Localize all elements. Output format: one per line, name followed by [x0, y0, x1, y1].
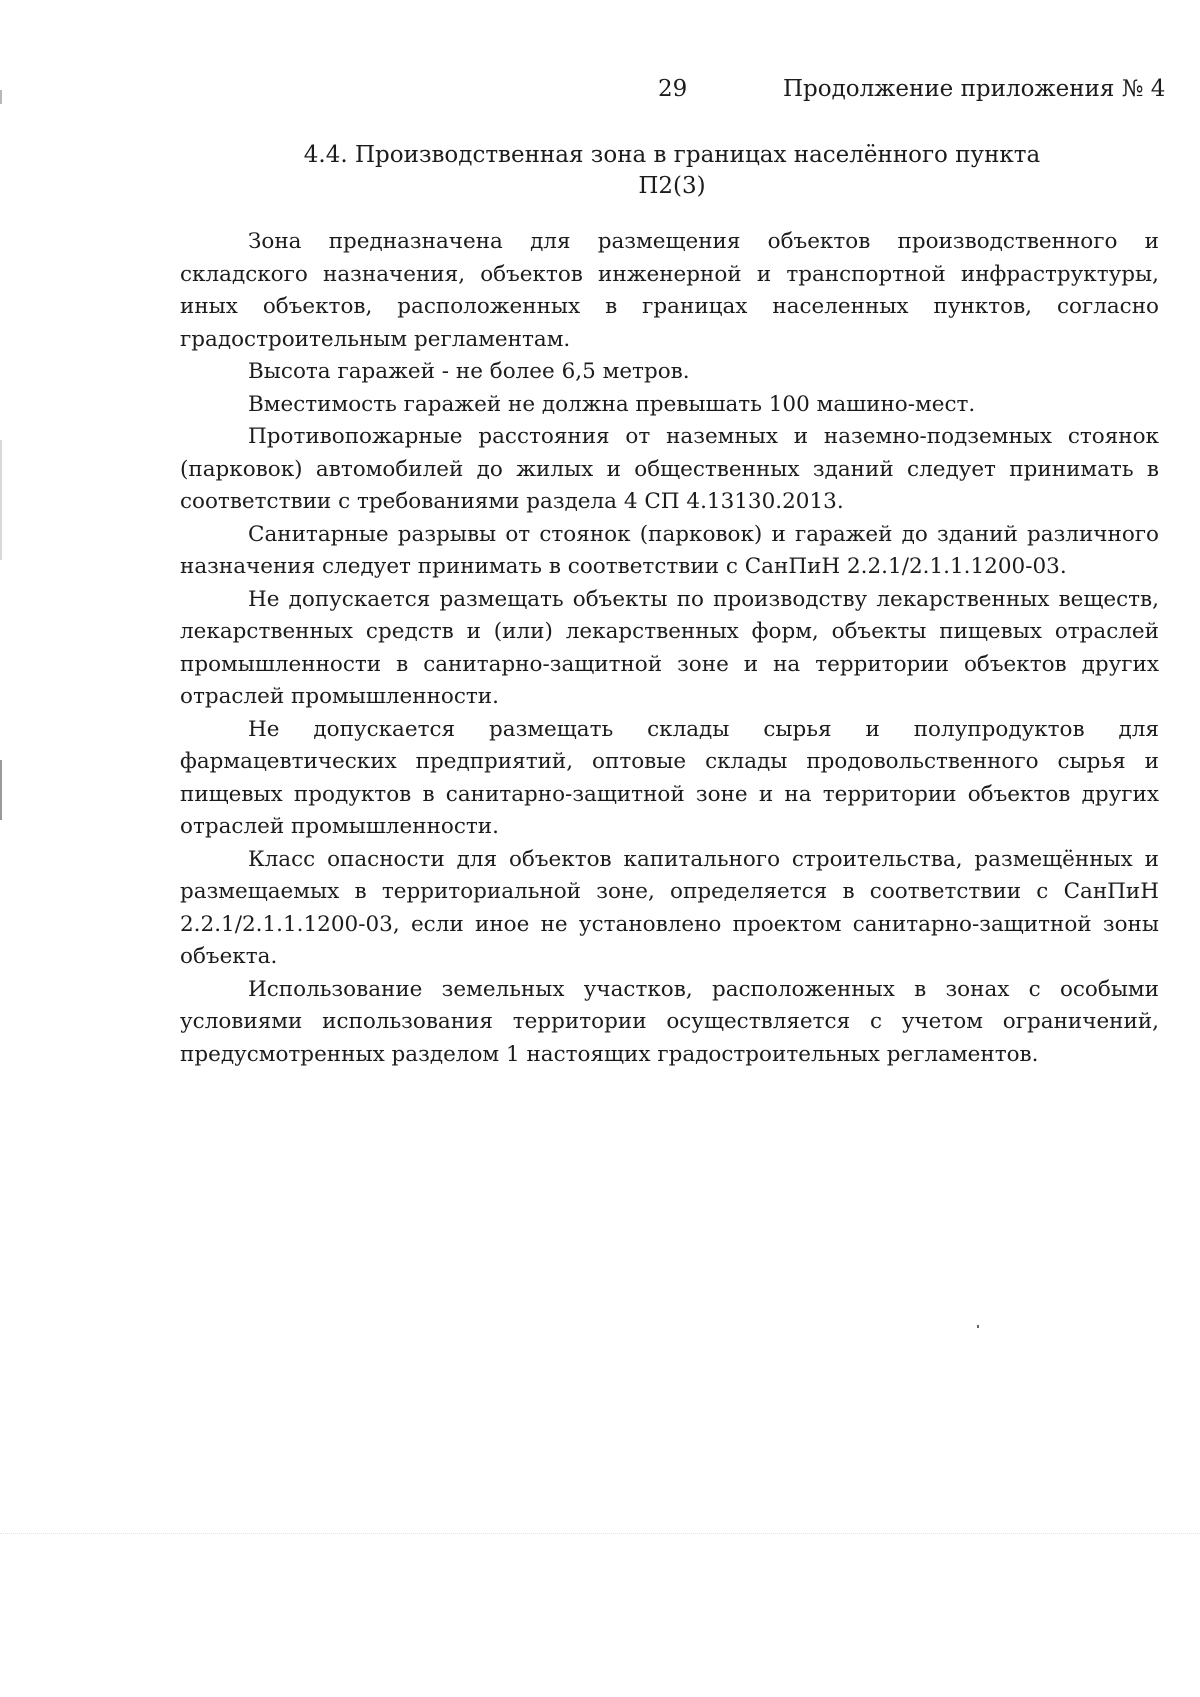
scan-edge-mark: [0, 760, 2, 820]
paragraph-pharma-restriction: Не допускается размещать объекты по производству лекарственных веществ, лекарственных средств и (или) лекарственных форм, объекты пищевых отраслей промышленности в санитарно-защитной зоне и на территории объектов других отраслей промышленности.: [180, 586, 1159, 709]
scan-edge-mark: [0, 90, 2, 104]
section-title: 4.4. Производственная зона в границах населённого пункта: [303, 142, 1041, 168]
appendix-continuation-label: Продолжение приложения № 4: [783, 76, 1166, 102]
section-heading: [180, 140, 1164, 202]
body-text: [180, 226, 1159, 1071]
paragraph-zone-purpose: Зона предназначена для размещения объектов производственного и складского назначения, объектов инженерной и транспортной инфраструктуры, иных объектов, расположенных в границах населенных пунктов, согласно градостроительным регламентам.: [180, 229, 1159, 352]
scan-speck: [977, 1325, 979, 1328]
zone-code: П2(3): [638, 173, 706, 199]
paragraph-hazard-class: Класс опасности для объектов капитального строительства, размещённых и размещаемых в территориальной зоне, определяется в соответствии с СанПиН 2.2.1/2.1.1.1200-03, если иное не установлено проектом санитарно-защитной зоны объекта.: [180, 846, 1159, 969]
paragraph-garage-height: Высота гаражей - не более 6,5 метров.: [248, 359, 690, 384]
paragraph-fire-distances: Противопожарные расстояния от наземных и наземно-подземных стоянок (парковок) автомобилей до жилых и общественных зданий следует принимать в соответствии с требованиями раздела 4 СП 4.13130.2013.: [180, 424, 1159, 514]
paragraph-warehouse-restriction: Не допускается размещать склады сырья и полупродуктов для фармацевтических предприятий, оптовые склады продовольственного сырья и пищевых продуктов в санитарно-защитной зоне и на территории объектов других отраслей промышленности.: [180, 716, 1159, 839]
scan-artifact-line: [0, 1533, 1200, 1534]
paragraph-garage-capacity: Вместимость гаражей не должна превышать 100 машино-мест.: [248, 391, 976, 417]
page-number: 29: [658, 76, 688, 102]
scan-edge-mark: [0, 440, 2, 560]
paragraph-land-use: Использование земельных участков, расположенных в зонах с особыми условиями использования территории осуществляется с учетом ограничений, предусмотренных разделом 1 настоящих градостроительных регламентов.: [180, 976, 1159, 1067]
paragraph-sanitary-gaps: Санитарные разрывы от стоянок (парковок) и гаражей до зданий различного назначения следует принимать в соответствии с СанПиН 2.2.1/2.1.1.1200-03.: [180, 521, 1159, 579]
